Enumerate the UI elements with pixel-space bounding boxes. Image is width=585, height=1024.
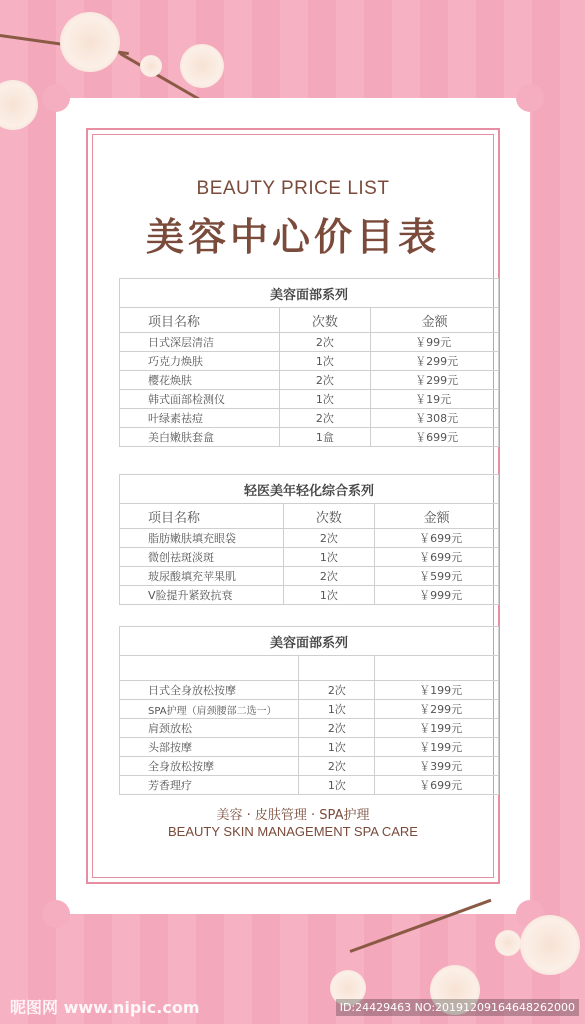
header-item <box>120 656 299 681</box>
table-row <box>120 409 499 428</box>
item-name: 樱花焕肤 <box>120 371 280 390</box>
title-chinese: 美容中心价目表 <box>145 214 440 259</box>
table-row <box>120 352 499 371</box>
item-name: 叶绿素祛痘 <box>120 409 280 428</box>
item-price: ￥299元 <box>371 352 499 371</box>
item-price: ￥699元 <box>375 776 499 795</box>
header-price: 金额 <box>375 504 499 529</box>
footer-english: BEAUTY SKIN MANAGEMENT SPA CARE <box>168 824 418 839</box>
item-price: ￥199元 <box>375 681 499 700</box>
section-title: 美容面部系列 <box>120 627 499 656</box>
table-row <box>120 719 499 738</box>
item-name: 肩颈放松 <box>120 719 299 738</box>
price-table-facial <box>119 278 499 447</box>
item-price: ￥699元 <box>375 548 499 567</box>
table-row <box>120 776 499 795</box>
item-count: 2次 <box>279 333 371 352</box>
item-count: 1次 <box>283 548 375 567</box>
price-list-card <box>56 98 530 914</box>
header-price <box>375 656 499 681</box>
table-row <box>120 700 499 719</box>
header-item: 项目名称 <box>120 308 280 333</box>
item-count: 2次 <box>283 567 375 586</box>
item-price: ￥699元 <box>375 529 499 548</box>
item-count: 1次 <box>283 586 375 605</box>
section-title: 美容面部系列 <box>120 279 499 308</box>
item-price: ￥19元 <box>371 390 499 409</box>
table-row <box>120 371 499 390</box>
item-name: 微创祛斑淡斑 <box>120 548 284 567</box>
header-item: 项目名称 <box>120 504 284 529</box>
table-row <box>120 681 499 700</box>
item-count: 2次 <box>299 719 375 738</box>
item-name: 巧克力焕肤 <box>120 352 280 371</box>
price-table-medical <box>119 474 499 605</box>
table-row <box>120 586 499 605</box>
item-price: ￥399元 <box>375 757 499 776</box>
table-row <box>120 567 499 586</box>
item-count: 1盒 <box>279 428 371 447</box>
table-row <box>120 757 499 776</box>
table-row <box>120 738 499 757</box>
item-price: ￥99元 <box>371 333 499 352</box>
header-price: 金额 <box>371 308 499 333</box>
watermark-bar <box>0 998 585 1024</box>
table-row <box>120 390 499 409</box>
item-count: 1次 <box>299 738 375 757</box>
item-count: 2次 <box>299 681 375 700</box>
item-count: 2次 <box>279 409 371 428</box>
item-count: 1次 <box>279 352 371 371</box>
item-count: 1次 <box>279 390 371 409</box>
item-count: 1次 <box>299 776 375 795</box>
watermark-id: ID:24429463 NO:20191209164648262000 <box>336 999 579 1016</box>
item-count: 2次 <box>283 529 375 548</box>
item-price: ￥199元 <box>375 738 499 757</box>
item-name: 韩式面部检测仪 <box>120 390 280 409</box>
table-row <box>120 333 499 352</box>
footer-chinese: 美容 · 皮肤管理 · SPA护理 <box>216 808 370 823</box>
item-name: 脂肪嫩肤填充眼袋 <box>120 529 284 548</box>
item-name: 美白嫩肤套盒 <box>120 428 280 447</box>
item-name: 玻尿酸填充苹果肌 <box>120 567 284 586</box>
section-title: 轻医美年轻化综合系列 <box>120 475 499 504</box>
header-count <box>299 656 375 681</box>
item-price: ￥299元 <box>371 371 499 390</box>
item-name: 头部按摩 <box>120 738 299 757</box>
item-price: ￥299元 <box>375 700 499 719</box>
table-row <box>120 428 499 447</box>
item-name: SPA护理（肩颈腰部二选一） <box>120 700 299 719</box>
item-price: ￥308元 <box>371 409 499 428</box>
table-row <box>120 548 499 567</box>
header-count: 次数 <box>279 308 371 333</box>
item-price: ￥599元 <box>375 567 499 586</box>
item-count: 2次 <box>279 371 371 390</box>
title-english: BEAUTY PRICE LIST <box>196 178 390 199</box>
item-count: 2次 <box>299 757 375 776</box>
item-name: 芳香理疗 <box>120 776 299 795</box>
item-count: 1次 <box>299 700 375 719</box>
item-price: ￥699元 <box>371 428 499 447</box>
table-row <box>120 529 499 548</box>
price-table-spa <box>119 626 499 795</box>
item-name: 全身放松按摩 <box>120 757 299 776</box>
item-name: V脸提升紧致抗衰 <box>120 586 284 605</box>
item-price: ￥999元 <box>375 586 499 605</box>
header-count: 次数 <box>283 504 375 529</box>
item-name: 日式全身放松按摩 <box>120 681 299 700</box>
item-price: ￥199元 <box>375 719 499 738</box>
watermark-site: 昵图网 www.nipic.com <box>10 998 200 1017</box>
item-name: 日式深层清洁 <box>120 333 280 352</box>
